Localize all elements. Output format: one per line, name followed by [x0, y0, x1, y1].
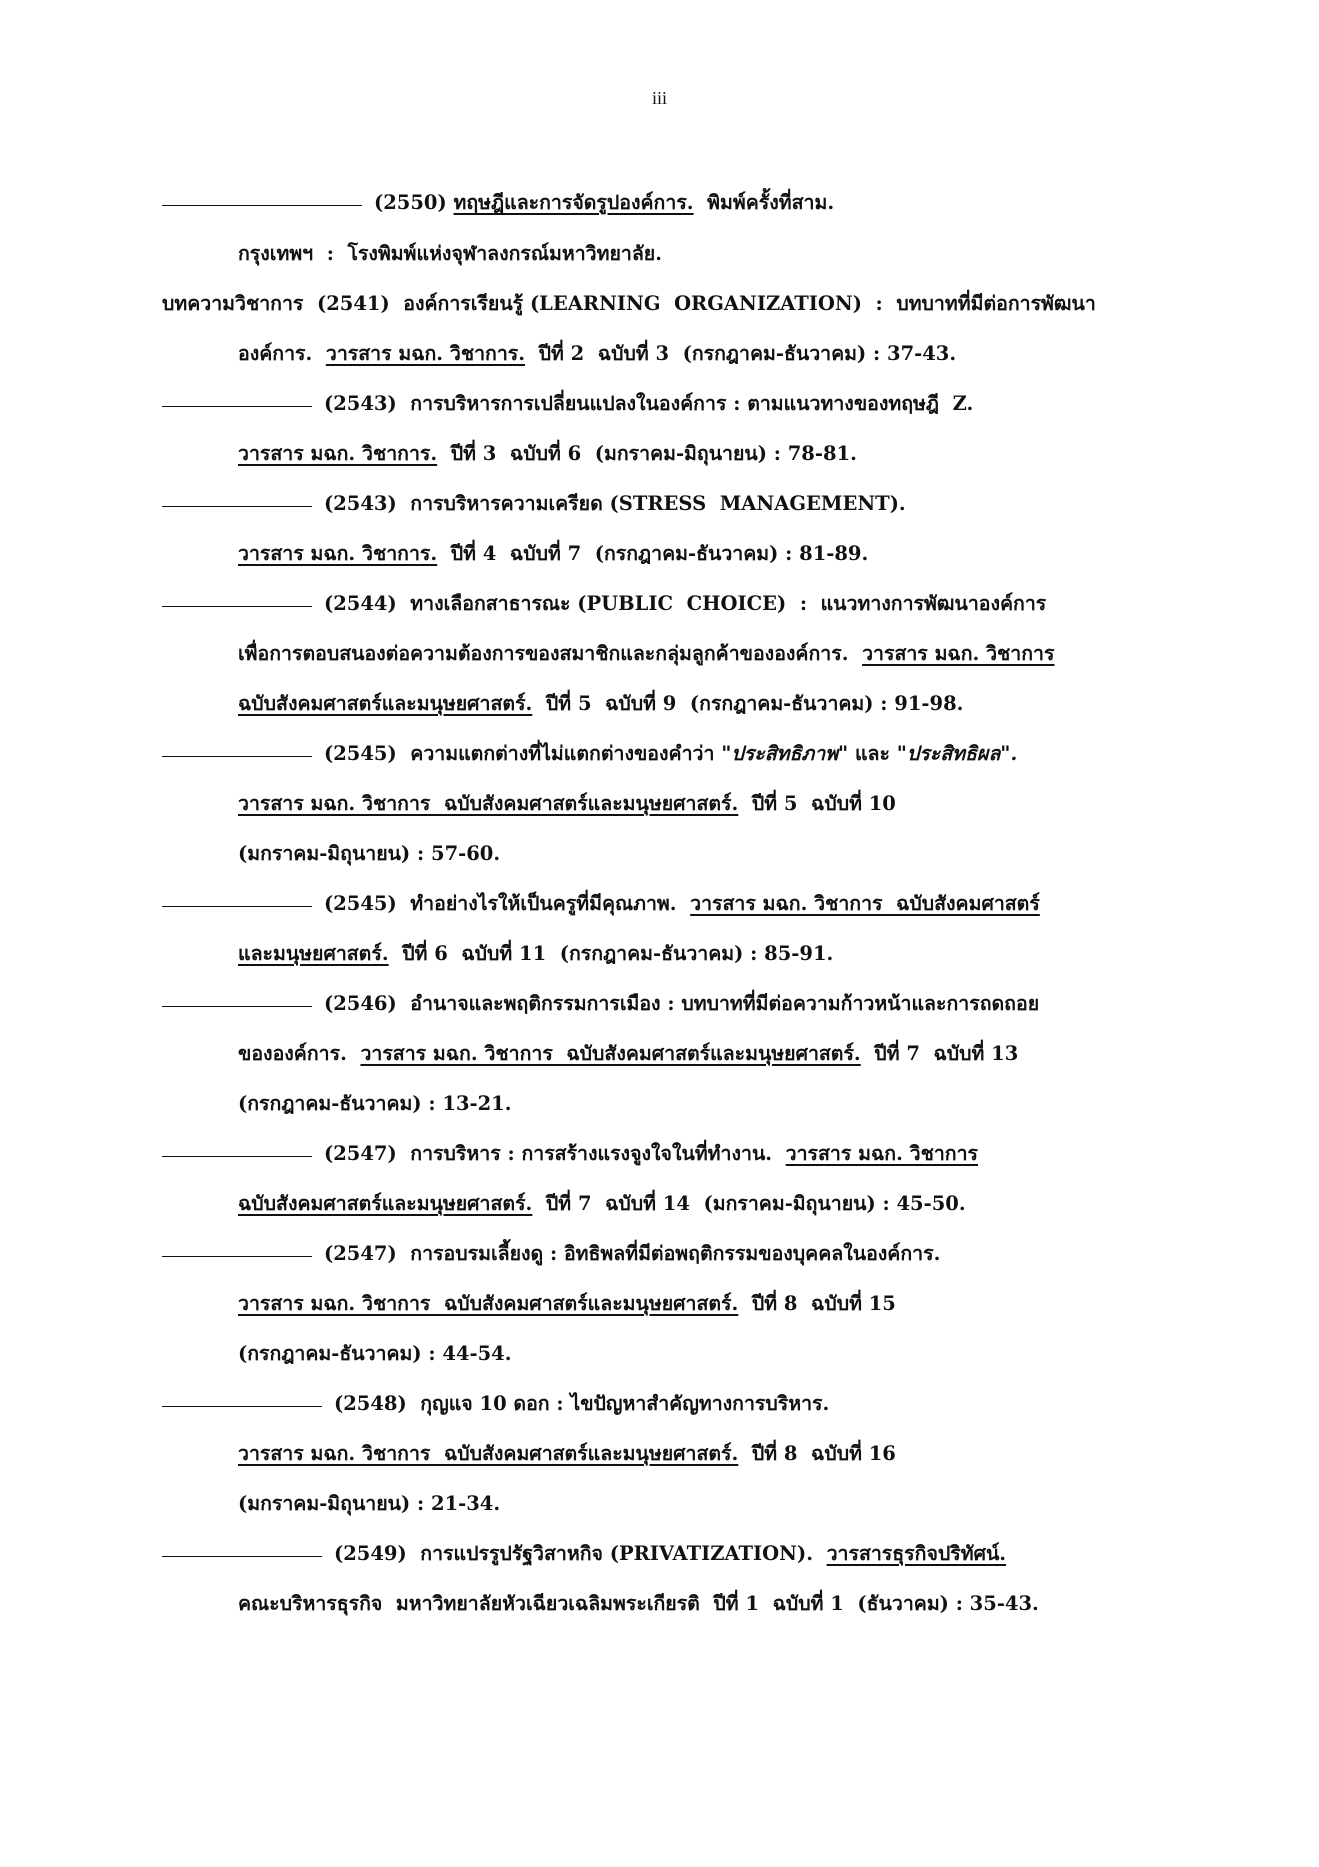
- journal-title: วารสาร มฉก. วิชาการ ฉบับสังคมศาสตร์และมนุษยศาสตร์.: [238, 1442, 739, 1465]
- entry-text: (2549) การแปรรูปรัฐวิสาหกิจ (PRIVATIZATION).: [334, 1542, 827, 1565]
- bibliography-entry: [162, 588, 1046, 619]
- journal-title: วารสาร มฉก. วิชาการ: [862, 642, 1055, 665]
- author-repeat-rule: [162, 1155, 312, 1157]
- entry-text: (2550): [374, 191, 454, 214]
- entry-text: พิมพ์ครั้งที่สาม.: [693, 191, 835, 214]
- author-repeat-rule: [162, 1255, 312, 1257]
- author-repeat-rule: [162, 204, 362, 206]
- entry-text: บทความวิชาการ (2541) องค์การเรียนรู้ (LEARNING ORGANIZATION) : บทบาทที่มีต่อการพัฒนา: [162, 292, 1096, 315]
- journal-title: วารสาร มฉก. วิชาการ: [785, 1142, 979, 1165]
- bibliography-entry-continuation: [238, 1088, 512, 1119]
- entry-text: ขององค์การ.: [238, 1042, 361, 1065]
- entry-text: (กรกฎาคม-ธันวาคม) : 44-54.: [238, 1342, 512, 1365]
- bibliography-entry-continuation: [238, 938, 833, 969]
- journal-title: ทฤษฎีและการจัดรูปองค์การ.: [453, 191, 694, 214]
- bibliography-entry-continuation: [238, 1488, 500, 1519]
- author-repeat-rule: [162, 605, 312, 607]
- entry-text: คณะบริหารธุรกิจ มหาวิทยาลัยหัวเฉียวเฉลิมพระเกียรติ ปีที่ 1 ฉบับที่ 1 (ธันวาคม) : 35-43.: [238, 1592, 1039, 1615]
- entry-text: (2547) การอบรมเลี้ยงดู : อิทธิพลที่มีต่อพฤติกรรมของบุคคลในองค์การ.: [324, 1242, 941, 1265]
- bibliography-entry: [162, 1138, 978, 1169]
- author-repeat-rule: [162, 1405, 322, 1407]
- bibliography-entry-continuation: [238, 238, 662, 269]
- author-repeat-rule: [162, 1005, 312, 1007]
- bibliography-entry: [162, 187, 834, 218]
- bibliography-entry: [162, 1388, 829, 1419]
- entry-text: ปีที่ 5 ฉบับที่ 10: [738, 792, 896, 815]
- entry-text: ปีที่ 3 ฉบับที่ 6 (มกราคม-มิถุนายน) : 78-81.: [437, 442, 857, 465]
- journal-title: วารสาร มฉก. วิชาการ.: [325, 342, 526, 365]
- bibliography-entry-continuation: [238, 1038, 1018, 1069]
- author-repeat-rule: [162, 755, 312, 757]
- entry-text: (มกราคม-มิถุนายน) : 21-34.: [238, 1492, 501, 1515]
- journal-title: วารสาร มฉก. วิชาการ.: [238, 442, 438, 465]
- entry-text: และ: [848, 742, 897, 765]
- entry-text: (2548) กุญแจ 10 ดอก : ไขปัญหาสำคัญทางการบริหาร.: [334, 1392, 830, 1415]
- bibliography-entry-continuation: [238, 538, 868, 569]
- bibliography-entry: [162, 1238, 940, 1269]
- bibliography-entry: [162, 488, 906, 519]
- bibliography-entry-continuation: [238, 1338, 512, 1369]
- journal-title: ฉบับสังคมศาสตร์และมนุษยศาสตร์.: [238, 692, 533, 715]
- author-repeat-rule: [162, 405, 312, 407]
- entry-text: (2546) อำนาจและพฤติกรรมการเมือง : บทบาทที่มีต่อความก้าวหน้าและการถดถอย: [324, 992, 1040, 1015]
- bibliography-entry-continuation: [238, 838, 500, 869]
- italic-term: "ประสิทธิผล".: [896, 742, 1018, 765]
- entry-text: (กรกฎาคม-ธันวาคม) : 13-21.: [238, 1092, 512, 1115]
- entry-text: เพื่อการตอบสนองต่อความต้องการของสมาชิกและกลุ่มลูกค้าขององค์การ.: [238, 642, 863, 665]
- entry-text: ปีที่ 7 ฉบับที่ 14 (มกราคม-มิถุนายน) : 45-50.: [532, 1192, 966, 1215]
- italic-term: "ประสิทธิภาพ": [721, 742, 849, 765]
- bibliography-entry-continuation: [238, 338, 956, 369]
- journal-title: วารสาร มฉก. วิชาการ ฉบับสังคมศาสตร์และมนุษยศาสตร์.: [238, 1292, 739, 1315]
- entry-text: (2545) ความแตกต่างที่ไม่แตกต่างของคำว่า: [324, 742, 722, 765]
- page-number: iii: [651, 88, 667, 108]
- entry-text: (2543) การบริหารความเครียด (STRESS MANAGEMENT).: [324, 492, 906, 515]
- entry-text: ปีที่ 7 ฉบับที่ 13: [860, 1042, 1019, 1065]
- bibliography-entry-continuation: [238, 688, 963, 719]
- journal-title: วารสาร มฉก. วิชาการ ฉบับสังคมศาสตร์และมนุษยศาสตร์.: [238, 792, 739, 815]
- journal-title: ฉบับสังคมศาสตร์และมนุษยศาสตร์.: [238, 1192, 533, 1215]
- bibliography-entry-continuation: [238, 1288, 896, 1319]
- bibliography-entry: [162, 1538, 1006, 1569]
- entry-text: (2547) การบริหาร : การสร้างแรงจูงใจในที่ทำงาน.: [324, 1142, 786, 1165]
- journal-title: วารสาร มฉก. วิชาการ.: [238, 542, 438, 565]
- entry-text: ปีที่ 4 ฉบับที่ 7 (กรกฎาคม-ธันวาคม) : 81-89.: [437, 542, 869, 565]
- bibliography-entry-continuation: [238, 638, 1054, 669]
- entry-text: ปีที่ 2 ฉบับที่ 3 (กรกฎาคม-ธันวาคม) : 37-43.: [525, 342, 957, 365]
- entry-text: ปีที่ 5 ฉบับที่ 9 (กรกฎาคม-ธันวาคม) : 91-98.: [532, 692, 964, 715]
- journal-title: วารสารธุรกิจปริทัศน์.: [826, 1542, 1007, 1565]
- entry-text: ปีที่ 6 ฉบับที่ 11 (กรกฎาคม-ธันวาคม) : 85-91.: [388, 942, 834, 965]
- entry-text: ปีที่ 8 ฉบับที่ 16: [738, 1442, 896, 1465]
- entry-text: องค์การ.: [238, 342, 326, 365]
- journal-title: และมนุษยศาสตร์.: [238, 942, 389, 965]
- entry-text: กรุงเทพฯ : โรงพิมพ์แห่งจุฬาลงกรณ์มหาวิทยาลัย.: [238, 242, 663, 265]
- bibliography-entry: [162, 288, 1096, 319]
- bibliography-entry-continuation: [238, 438, 857, 469]
- entry-text: ปีที่ 8 ฉบับที่ 15: [738, 1292, 896, 1315]
- bibliography-entry: [162, 888, 1040, 919]
- bibliography-entry-continuation: [238, 1588, 1039, 1619]
- entry-text: (2544) ทางเลือกสาธารณะ (PUBLIC CHOICE) : แนวทางการพัฒนาองค์การ: [324, 592, 1047, 615]
- bibliography-entry-continuation: [238, 788, 896, 819]
- bibliography-entry: [162, 388, 973, 419]
- journal-title: วารสาร มฉก. วิชาการ ฉบับสังคมศาสตร์และมนุษยศาสตร์.: [360, 1042, 861, 1065]
- author-repeat-rule: [162, 1555, 322, 1557]
- entry-text: (2545) ทำอย่างไรให้เป็นครูที่มีคุณภาพ.: [324, 892, 691, 915]
- entry-text: (2543) การบริหารการเปลี่ยนแปลงในองค์การ : ตามแนวทางของทฤษฎี Z.: [324, 392, 974, 415]
- entry-text: (มกราคม-มิถุนายน) : 57-60.: [238, 842, 501, 865]
- author-repeat-rule: [162, 505, 312, 507]
- bibliography-entry: [162, 988, 1039, 1019]
- bibliography-entry-continuation: [238, 1438, 896, 1469]
- bibliography-entry-continuation: [238, 1188, 966, 1219]
- author-repeat-rule: [162, 905, 312, 907]
- bibliography-entry: [162, 738, 1017, 769]
- journal-title: วารสาร มฉก. วิชาการ ฉบับสังคมศาสตร์: [690, 892, 1040, 915]
